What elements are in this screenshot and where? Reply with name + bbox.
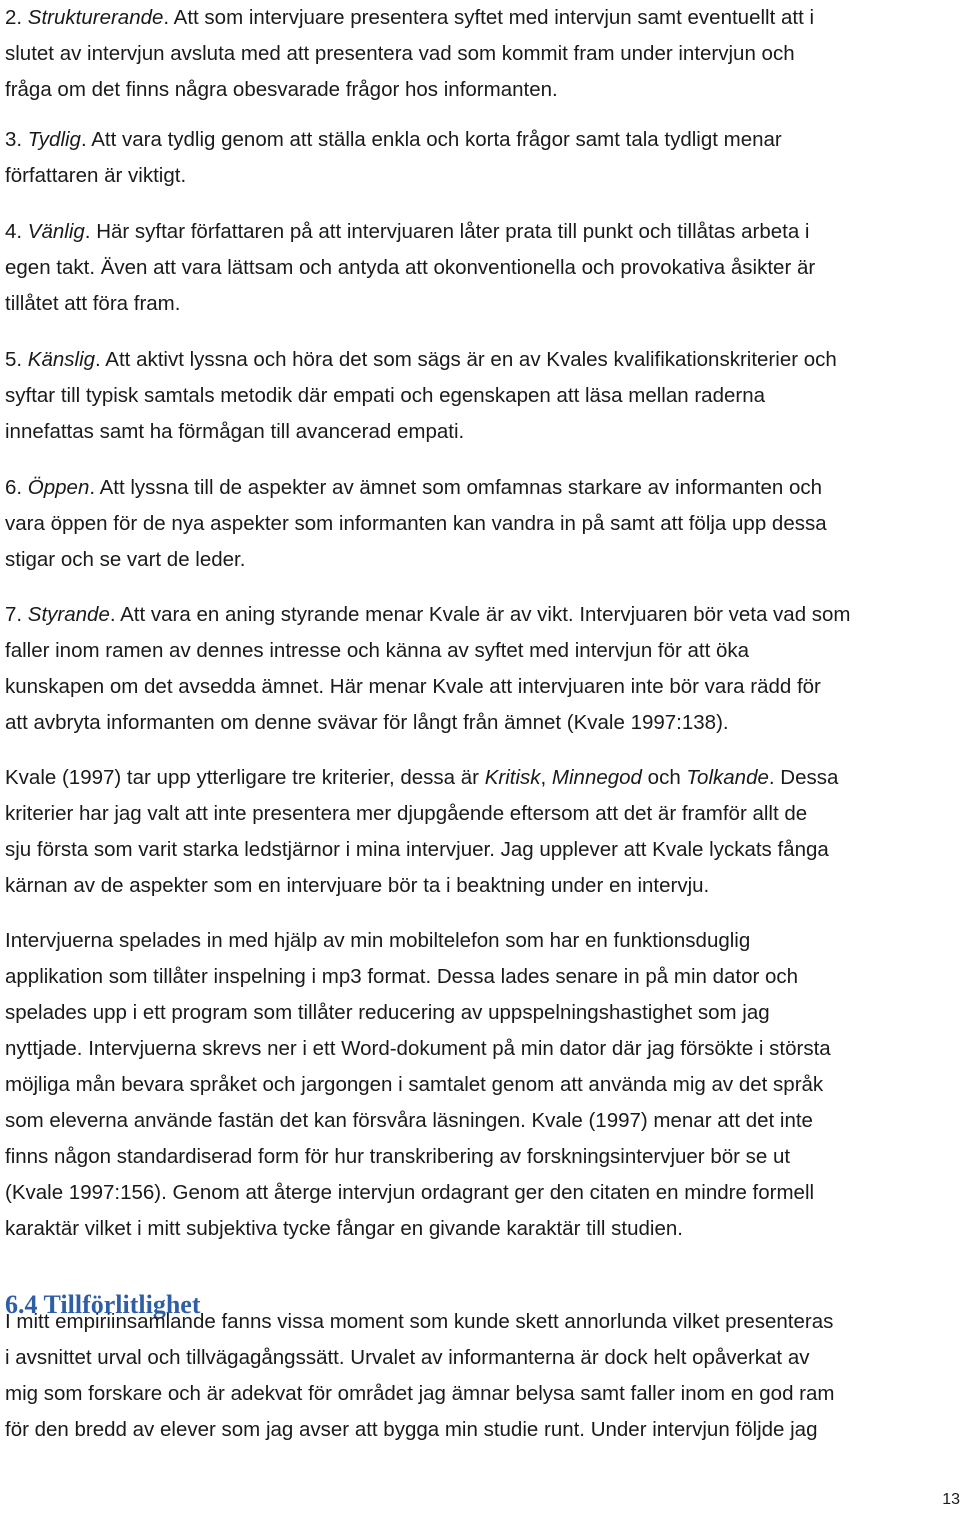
- text-run: (Kvale 1997:156). Genom att återge intervjun ordagrant ger den citaten en mindre formell: [5, 1181, 815, 1204]
- text-line: [5, 959, 955, 995]
- text-line: [5, 995, 955, 1031]
- text-run: i avsnittet urval och tillvägagångssätt. Urvalet av informanterna är dock helt opåverkat av: [5, 1346, 810, 1369]
- text-line: [5, 158, 955, 194]
- paragraph-criterion-5: [5, 342, 955, 450]
- text-run: finns någon standardiserad form för hur transkribering av forskningsintervjuer bör se ut: [5, 1145, 791, 1168]
- text-line: [5, 250, 955, 286]
- text-run: applikation som tillåter inspelning i mp3 format. Dessa lades senare in på min dator och: [5, 965, 799, 988]
- italic-term: Kritisk: [484, 766, 541, 789]
- italic-term: Tolkande: [686, 766, 769, 789]
- text-line: [5, 1103, 955, 1139]
- text-run: och: [641, 766, 687, 789]
- text-run: att avbryta informanten om denne svävar för långt från ämnet (Kvale 1997:138).: [5, 711, 729, 734]
- text-line: [5, 832, 955, 868]
- text-run: . Att vara tydlig genom att ställa enkla och korta frågor samt tala tydligt menar: [80, 128, 782, 151]
- text-run: slutet av intervjun avsluta med att presentera vad som kommit fram under intervjun och: [5, 42, 795, 65]
- text-run: 2.: [5, 6, 28, 29]
- text-line: [5, 286, 955, 322]
- text-run: Intervjuerna spelades in med hjälp av min mobiltelefon som har en funktionsduglig: [5, 929, 751, 952]
- text-run: . Att aktivt lyssna och höra det som sägs är en av Kvales kvalifikationskriterier och: [95, 348, 837, 371]
- text-run: kärnan av de aspekter som en intervjuare bör ta i beaktning under en intervju.: [5, 874, 710, 897]
- text-run: 7.: [5, 603, 28, 626]
- text-run: karaktär vilket i mitt subjektiva tycke fångar en givande karaktär till studien.: [5, 1217, 683, 1240]
- text-line: [5, 760, 955, 796]
- text-line: [5, 214, 955, 250]
- text-run: . Dessa: [768, 766, 839, 789]
- text-run: nyttjade. Intervjuerna skrevs ner i ett Word-dokument på min dator där jag försökte i största: [5, 1037, 831, 1060]
- text-line: [5, 633, 955, 669]
- text-line: [5, 122, 955, 158]
- text-line: [5, 1376, 955, 1412]
- text-run: fråga om det finns några obesvarade frågor hos informanten.: [5, 78, 558, 101]
- italic-term: Styrande: [27, 603, 110, 626]
- paragraph-recording: [5, 923, 955, 1247]
- text-line: [5, 506, 955, 542]
- text-run: . Att som intervjuare presentera syftet med intervjun samt eventuellt att i: [163, 6, 815, 29]
- text-line: [5, 597, 955, 633]
- text-run: I mitt empiriinsamlande fanns vissa moment som kunde skett annorlunda vilket presenteras: [5, 1310, 834, 1333]
- text-line: [5, 923, 955, 959]
- text-run: som eleverna använde fastän det kan försvåra läsningen. Kvale (1997) menar att det inte: [5, 1109, 813, 1132]
- text-line: [5, 342, 955, 378]
- text-run: 5.: [5, 348, 28, 371]
- text-line: [5, 796, 955, 832]
- text-line: [5, 705, 955, 741]
- text-line: [5, 414, 955, 450]
- text-run: vara öppen för de nya aspekter som informanten kan vandra in på samt att följa upp dessa: [5, 512, 827, 535]
- text-run: kunskapen om det avsedda ämnet. Här menar Kvale att intervjuaren inte bör vara rädd för: [5, 675, 821, 698]
- text-line: [5, 1067, 955, 1103]
- text-run: stigar och se vart de leder.: [5, 548, 246, 571]
- paragraph-criterion-3: [5, 122, 955, 194]
- text-run: sju första som varit starka ledstjärnor i mina intervjuer. Jag upplever att Kvale lyckats fånga: [5, 838, 829, 861]
- text-line: [5, 0, 955, 36]
- text-line: [5, 1340, 955, 1376]
- text-run: innefattas samt ha förmågan till avancerad empati.: [5, 420, 465, 443]
- paragraph-criterion-7: [5, 597, 955, 741]
- italic-term: Vänlig: [27, 220, 85, 243]
- italic-term: Tydlig: [27, 128, 81, 151]
- text-line: [5, 868, 955, 904]
- text-line: [5, 1211, 955, 1247]
- text-run: syftar till typisk samtals metodik där empati och egenskapen att läsa mellan raderna: [5, 384, 766, 407]
- text-run: författaren är viktigt.: [5, 164, 187, 187]
- text-line: [5, 1304, 955, 1340]
- paragraph-criterion-2: [5, 0, 955, 108]
- text-run: ,: [540, 766, 552, 789]
- paragraph-kvale-additional: [5, 760, 955, 904]
- text-run: tillåtet att föra fram.: [5, 292, 181, 315]
- italic-term: Känslig: [27, 348, 96, 371]
- text-line: [5, 1139, 955, 1175]
- text-run: . Att vara en aning styrande menar Kvale är av vikt. Intervjuaren bör veta vad som: [109, 603, 851, 626]
- italic-term: Öppen: [27, 476, 90, 499]
- text-run: 6.: [5, 476, 28, 499]
- text-run: 4.: [5, 220, 28, 243]
- text-run: . Att lyssna till de aspekter av ämnet som omfamnas starkare av informanten och: [89, 476, 822, 499]
- paragraph-criterion-4: [5, 214, 955, 322]
- text-line: [5, 72, 955, 108]
- text-line: [5, 1412, 955, 1448]
- text-run: 3.: [5, 128, 28, 151]
- text-run: mig som forskare och är adekvat för området jag ämnar belysa samt faller inom en god ram: [5, 1382, 835, 1405]
- text-line: [5, 470, 955, 506]
- text-line: [5, 378, 955, 414]
- italic-term: Minnegod: [551, 766, 642, 789]
- text-line: [5, 36, 955, 72]
- text-run: kriterier har jag valt att inte presentera mer djupgående eftersom att det är framför allt de: [5, 802, 808, 825]
- text-line: [5, 1031, 955, 1067]
- text-run: . Här syftar författaren på att intervjuaren låter prata till punkt och tillåtas arbeta i: [84, 220, 810, 243]
- text-run: möjliga mån bevara språket och jargongen i samtalet genom att använda mig av det språk: [5, 1073, 824, 1096]
- text-run: för den bredd av elever som jag avser att bygga min studie runt. Under intervjun följde jag: [5, 1418, 818, 1441]
- section-heading: 6.4 Tillförlitlighet: [5, 1289, 201, 1319]
- paragraph-tillforlitlighet: [5, 1304, 955, 1448]
- text-line: [5, 542, 955, 578]
- text-line: [5, 669, 955, 705]
- text-run: egen takt. Även att vara lättsam och antyda att okonventionella och provokativa åsikter är: [5, 256, 816, 279]
- paragraph-criterion-6: [5, 470, 955, 578]
- text-line: [5, 1175, 955, 1211]
- text-run: Kvale (1997) tar upp ytterligare tre kriterier, dessa är: [5, 766, 485, 789]
- italic-term: Strukturerande: [27, 6, 164, 29]
- text-run: faller inom ramen av dennes intresse och känna av syftet med intervjun för att öka: [5, 639, 750, 662]
- page-number: 13: [942, 1491, 960, 1508]
- text-run: spelades upp i ett program som tillåter reducering av uppspelningshastighet som jag: [5, 1001, 770, 1024]
